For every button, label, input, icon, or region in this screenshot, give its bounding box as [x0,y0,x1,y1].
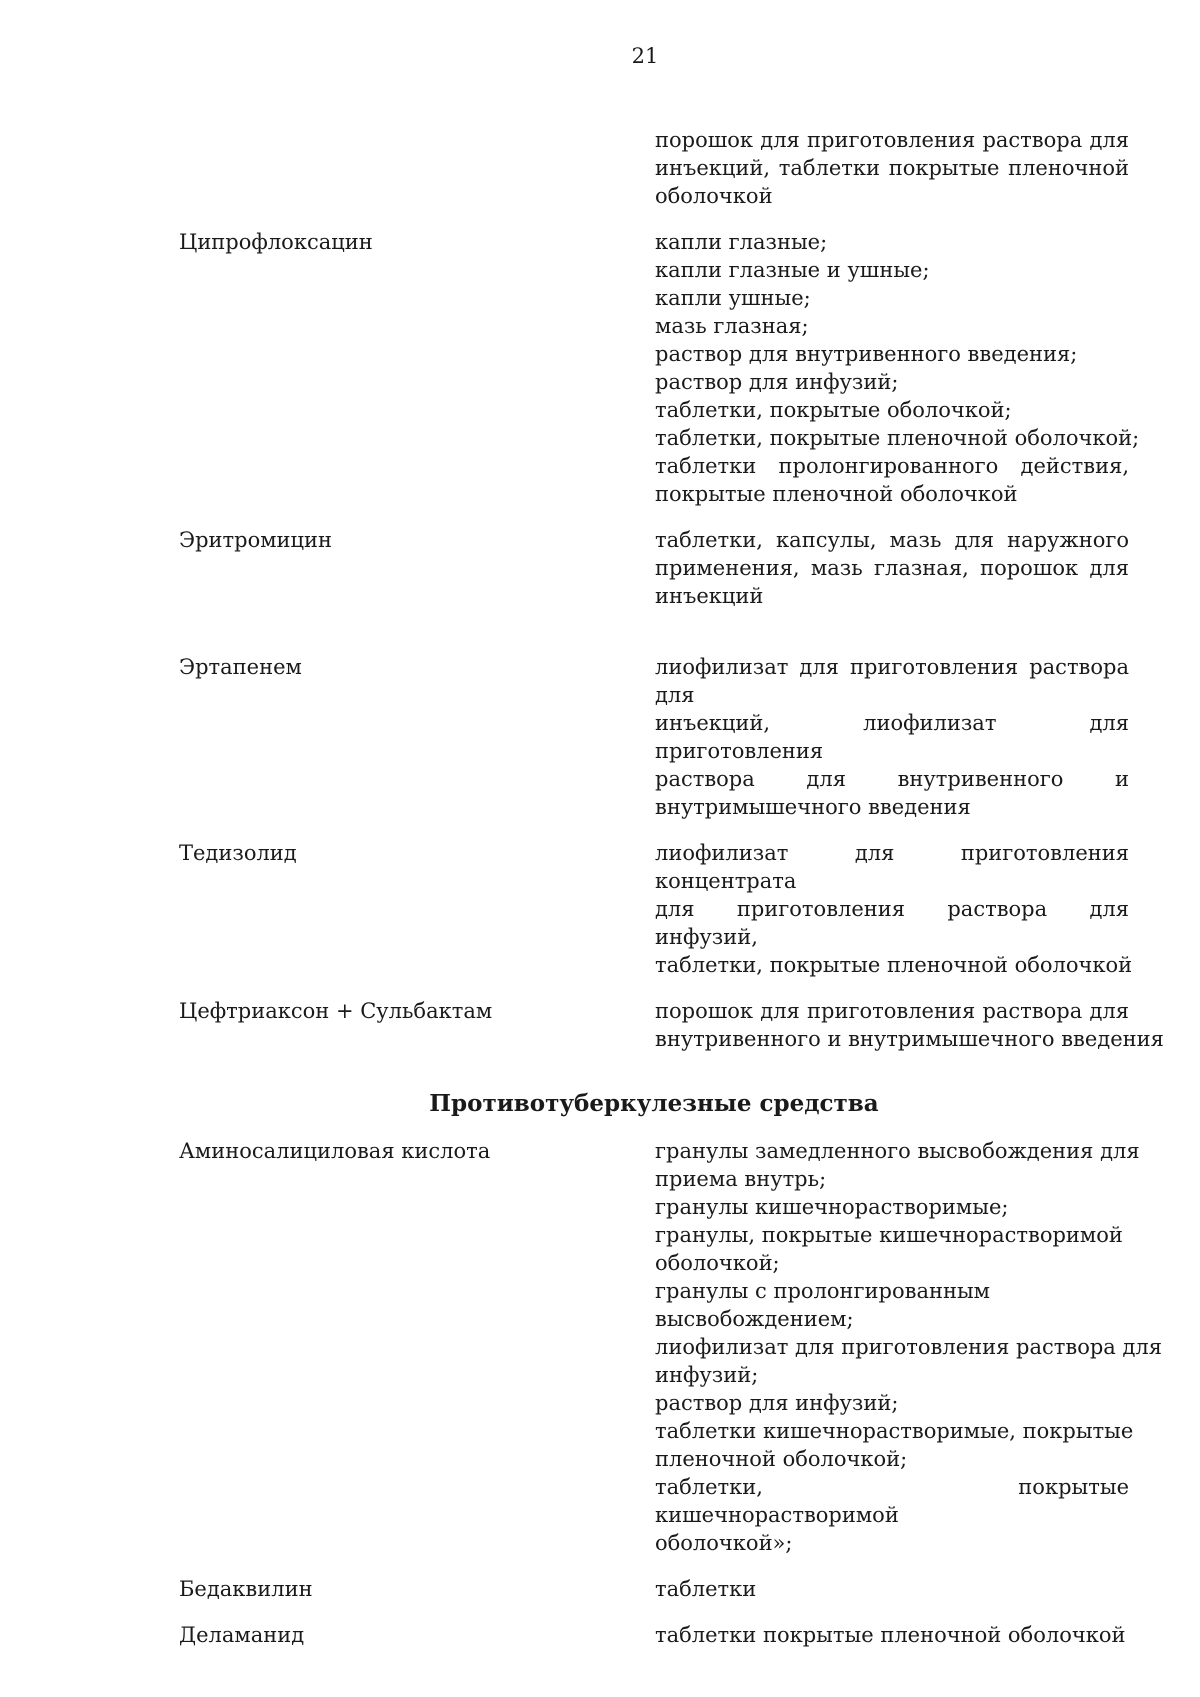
dosage-forms [655,997,1164,1053]
dosage-form-line: оболочкой; [655,1251,780,1275]
dosage-form-line: для приготовления раствора для инфузий, [655,897,1129,949]
dosage-form-line: капли ушные; [655,286,811,310]
drug-row [179,653,1129,821]
dosage-form-line: таблетки, покрытые оболочкой; [655,398,1012,422]
drug-row [179,228,1140,508]
dosage-forms [655,526,1129,610]
dosage-forms [655,653,1129,821]
dosage-forms [655,1575,1129,1603]
dosage-form-line: таблетки, покрытые пленочной оболочкой; [655,426,1140,450]
dosage-form-line: приема внутрь; [655,1167,827,1191]
drug-row [179,997,1164,1053]
dosage-forms [655,1621,1129,1649]
dosage-form-line: гранулы кишечнорастворимые; [655,1195,1009,1219]
dosage-form-line: капли глазные и ушные; [655,258,930,282]
dosage-form-line: оболочкой»; [655,1531,793,1555]
dosage-form-line: внутривенного и внутримышечного введения [655,1027,1164,1051]
drug-name: Ципрофлоксацин [179,230,373,254]
dosage-form-line: таблетки, капсулы, мазь для наружного [655,528,1129,552]
dosage-form-line: лиофилизат для приготовления концентрата [655,841,1129,893]
drug-name: Эртапенем [179,655,302,679]
dosage-form-line: гранулы с пролонгированным [655,1279,991,1303]
dosage-form-line: капли глазные; [655,230,828,254]
dosage-form-line: покрытые пленочной оболочкой [655,482,1018,506]
dosage-form-line: инфузий; [655,1363,759,1387]
dosage-form-line: таблетки [655,1577,757,1601]
drug-name: Аминосалициловая кислота [179,1139,491,1163]
dosage-form-line: мазь глазная; [655,314,809,338]
dosage-forms [655,126,1129,210]
dosage-form-line: таблетки, покрытые кишечнорастворимой [655,1475,1129,1527]
dosage-form-line: оболочкой [655,184,773,208]
dosage-form-line: раствор для инфузий; [655,1391,899,1415]
dosage-form-line: лиофилизат для приготовления раствора для [655,655,1129,707]
section-heading: Противотуберкулезные средства [429,1090,879,1117]
dosage-form-line: внутримышечного введения [655,795,971,819]
dosage-forms [655,228,1140,508]
drug-row [179,1575,1129,1603]
dosage-form-line: высвобождением; [655,1307,854,1331]
drug-name: Цефтриаксон + Сульбактам [179,999,493,1023]
drug-name: Эритромицин [179,528,333,552]
drug-row [179,126,1129,210]
dosage-form-line: раствор для внутривенного введения; [655,342,1078,366]
drug-name: Тедизолид [179,841,297,865]
dosage-form-line: инъекций, таблетки покрытые пленочной [655,156,1129,180]
dosage-form-line: гранулы, покрытые кишечнорастворимой [655,1223,1123,1247]
drug-row [179,526,1129,610]
dosage-form-line: гранулы замедленного высвобождения для [655,1139,1140,1163]
dosage-form-line: раствора для внутривенного и [655,767,1129,791]
dosage-form-line: инъекций, лиофилизат для приготовления [655,711,1129,763]
dosage-form-line: порошок для приготовления раствора для [655,128,1129,152]
drug-row [179,1137,1163,1557]
dosage-form-line: таблетки кишечнорастворимые, покрытые [655,1419,1134,1443]
drug-name: Бедаквилин [179,1577,313,1601]
page-number: 21 [631,44,659,68]
dosage-form-line: таблетки покрытые пленочной оболочкой [655,1623,1126,1647]
drug-name: Деламанид [179,1623,305,1647]
dosage-form-line: применения, мазь глазная, порошок для [655,556,1129,580]
dosage-form-line: лиофилизат для приготовления раствора для [655,1335,1163,1359]
dosage-form-line: инъекций [655,584,764,608]
dosage-forms [655,839,1133,979]
dosage-form-line: пленочной оболочкой; [655,1447,908,1471]
dosage-forms [655,1137,1163,1557]
dosage-form-line: таблетки пролонгированного действия, [655,454,1129,478]
dosage-form-line: таблетки, покрытые пленочной оболочкой [655,953,1133,977]
dosage-form-line: порошок для приготовления раствора для [655,999,1129,1023]
drug-row [179,839,1133,979]
dosage-form-line: раствор для инфузий; [655,370,899,394]
document-body [179,126,1164,1649]
drug-row [179,1621,1129,1649]
